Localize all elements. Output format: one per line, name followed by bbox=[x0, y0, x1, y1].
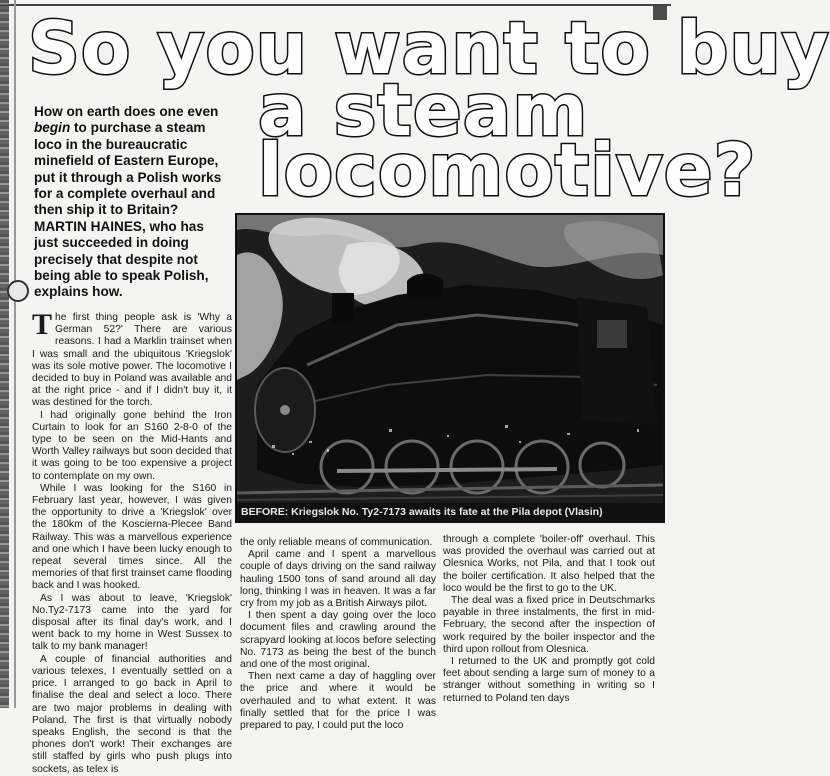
body-column-2 bbox=[240, 537, 436, 732]
photo-caption: BEFORE: Kriegslok No. Ty2-7173 awaits its fate at the Pila depot (Vlasin) bbox=[237, 503, 663, 521]
headline-line-1: So you want to buy bbox=[28, 6, 830, 90]
body-paragraph: I had originally gone behind the Iron Curtain to look for an S160 2-8-0 of the type to be seen on the Mid-Hants and Worth Valley railways but soon decided that it was going to be too expensive a project to contemplate on my own. bbox=[32, 409, 232, 482]
locomotive-photo bbox=[235, 213, 665, 523]
left-fax-edge bbox=[0, 0, 9, 708]
drop-cap: T bbox=[32, 308, 53, 341]
body-paragraph: April came and I spent a marvellous couple of days driving on the sand railway hauling 1500 tons of sand around all day long, thinking I was in heaven. It was a far cry from my job as a British Airways pilot. bbox=[240, 549, 436, 610]
punch-hole-icon bbox=[7, 280, 29, 302]
body-paragraph: I then spent a day going over the loco document files and crawling around the scrapyard looking at locos before selecting No. 7173 as being the best of the bunch and one of the most original. bbox=[240, 610, 436, 671]
body-paragraph: I returned to the UK and promptly got cold feet about sending a large sum of money to a stranger without something in writing so I returned to Poland ten days bbox=[443, 656, 655, 704]
body-paragraph: Then next came a day of haggling over the price and where it would be overhauled and to what extent. It was finally settled that for the price I was prepared to pay, I could put the loco bbox=[240, 671, 436, 732]
body-paragraph: through a complete 'boiler-off' overhaul. This was provided the overhaul was carried out at Olesnica Works, not Pila, and that I took out the boiler certification. It also helped that the loco would be the first to go to the UK. bbox=[443, 534, 655, 594]
locomotive-image bbox=[237, 215, 663, 521]
standfirst bbox=[34, 104, 230, 301]
body-paragraph: The first thing people ask is 'Why a German 52?' There are various reasons. I had a Marklin trainset when I was small and the ubiquitous 'Kriegslok' was its sole motive power. The locomotive I decided to buy in Poland was available and at the right price - and if I didn't buy it, it was destined for the torch. bbox=[32, 308, 232, 409]
standfirst-part-2: to purchase a steam loco in the bureaucratic minefield of Eastern Europe, put it through a Polish works for a complete overhaul and then ship it to Britain? MARTIN HAINES, who has just succeeded in doing precisely that despite not being able to speak Polish, explains how. bbox=[34, 120, 222, 300]
standfirst-part-1: How on earth does one even bbox=[34, 104, 219, 119]
body-column-1 bbox=[32, 308, 232, 775]
body-paragraph: A couple of financial authorities and various telexes, I eventually settled on a price. I arranged to go back in April to finalise the deal and select a loco. There are two major problems in dealing with Poland. The first is that virtually nobody speaks English, the second is that the phones don't work! Their exchanges are still staffed by girls who push plugs into sockets, as telex is bbox=[32, 653, 232, 775]
standfirst-emphasis: begin bbox=[34, 120, 71, 136]
body-paragraph: As I was about to leave, 'Kriegslok' No.Ty2-7173 came into the yard for disposal after its final day's work, and I went back to my home in West Sussex to talk to my bank manager! bbox=[32, 592, 232, 653]
body-column-3 bbox=[443, 534, 655, 708]
body-paragraph: the only reliable means of communication. bbox=[240, 537, 433, 548]
body-paragraph: The deal was a fixed price in Deutschmarks payable in three instalments, the first in mid-February, the second after the inspection of work required by the boiler inspector and the third upon rollout from Olesnica. bbox=[443, 595, 655, 655]
left-margin-line bbox=[14, 0, 16, 708]
headline-line-2: a steam bbox=[258, 68, 589, 152]
headline-line-3: locomotive? bbox=[258, 128, 757, 212]
body-paragraph: While I was looking for the S160 in February last year, however, I was given the opportunity to drive a 'Kriegslok' over the 180km of the Koscierna-Plecee Band Railway. This was a marvellous experience and one which I have been lucky enough to repeat several times since. All the memories of that first trainset came flooding back and I was hooked. bbox=[32, 482, 232, 592]
